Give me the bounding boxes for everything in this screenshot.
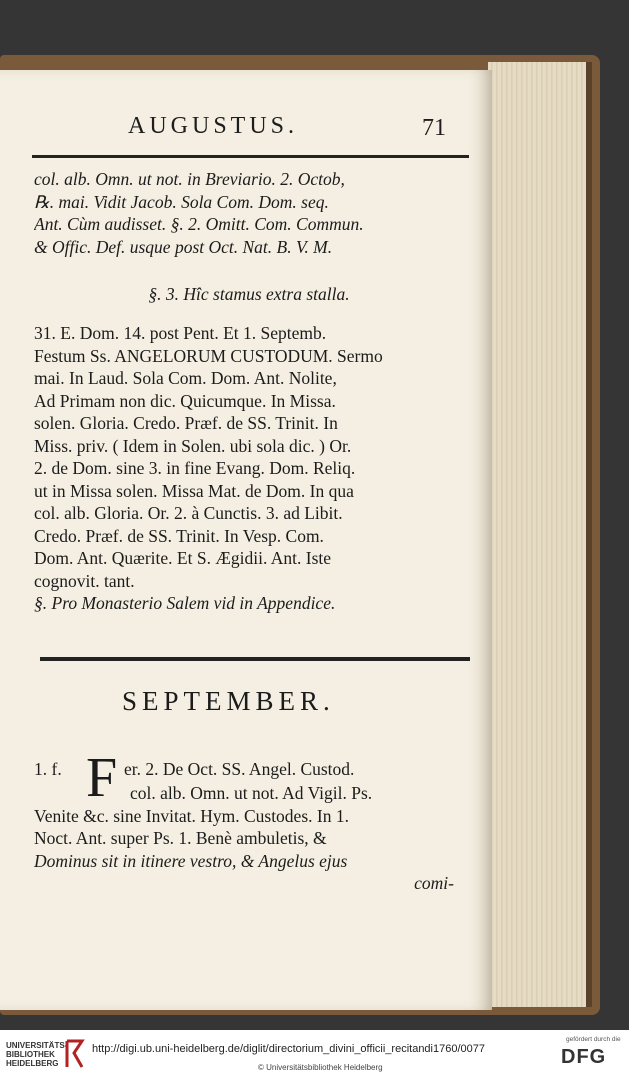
text-line: Dom. Ant. Quærite. Et S. Ægidii. Ant. Iste xyxy=(34,548,332,568)
text-line: Dominus sit in itinere vestro, & Angelus ejus xyxy=(34,850,348,871)
text-line: col. alb. Omn. ut not. Ad Vigil. Ps. xyxy=(130,783,373,803)
drop-cap: F xyxy=(86,747,118,809)
copyright: © Universitätsbibliothek Heidelberg xyxy=(258,1063,383,1072)
library-line: HEIDELBERG xyxy=(6,1059,59,1068)
text-line: 31. E. Dom. 14. post Pent. Et 1. Septemb. xyxy=(34,323,327,343)
day-label: 1. f. xyxy=(34,759,62,779)
text-line: Credo. Præf. de SS. Trinit. In Vesp. Com. xyxy=(34,525,324,546)
running-head: AUGUSTUS. xyxy=(128,113,299,139)
text-line xyxy=(34,758,484,781)
first-line-text: er. 2. De Oct. SS. Angel. Custod. xyxy=(124,759,355,779)
section-line xyxy=(34,283,464,306)
library-line: UNIVERSITÄTS- xyxy=(6,1041,68,1050)
footer-bar xyxy=(0,1030,629,1079)
text-line: Festum Ss. ANGELORUM CUSTODUM. Sermo xyxy=(34,345,383,366)
dfg-logo: DFG xyxy=(561,1046,607,1068)
funded-by: gefördert durch die xyxy=(566,1036,621,1043)
page-edges xyxy=(488,62,592,1007)
text-block-1 xyxy=(34,168,484,258)
section-rule xyxy=(40,657,470,661)
text-line: cognovit. tant. xyxy=(34,570,135,591)
text-line: §. 3. Hîc stamus extra stalla. xyxy=(148,284,350,304)
month-heading: SEPTEMBER. xyxy=(122,686,335,716)
text-line: Venite &c. sine Invitat. Hym. Custodes. In 1. xyxy=(34,805,349,826)
text-line: mai. In Laud. Sola Com. Dom. Ant. Nolite, xyxy=(34,368,337,388)
text-line: col. alb. Gloria. Or. 2. à Cunctis. 3. ad Libit. xyxy=(34,503,343,523)
text-line: & Offic. Def. usque post Oct. Nat. B. V. M. xyxy=(34,236,333,257)
text-block-2 xyxy=(34,322,484,615)
text-block-3-first xyxy=(34,758,484,781)
source-url[interactable]: http://digi.ub.uni-heidelberg.de/diglit/directorium_divini_officii_recitandi1760/0077 xyxy=(92,1043,485,1055)
text-line: solen. Gloria. Credo. Præf. de SS. Trinit. In xyxy=(34,413,338,433)
text-line: Noct. Ant. super Ps. 1. Benè ambuletis, & xyxy=(34,828,327,848)
text-line: Miss. priv. ( Idem in Solen. ubi sola dic. ) Or. xyxy=(34,435,352,456)
library-logo-text xyxy=(6,1041,67,1068)
library-logo-icon xyxy=(64,1039,86,1069)
header-rule xyxy=(32,155,469,158)
text-line: §. Pro Monasterio Salem vid in Appendice. xyxy=(34,593,336,613)
text-line: Ad Primam non dic. Quicumque. In Missa. xyxy=(34,390,336,411)
text-line: ut in Missa solen. Missa Mat. de Dom. In qua xyxy=(34,480,354,501)
text-line: col. alb. Omn. ut not. in Breviario. 2. Octob, xyxy=(34,169,345,189)
page-number: 71 xyxy=(422,115,446,141)
text-line: ℞. mai. Vidit Jacob. Sola Com. Dom. seq. xyxy=(34,191,329,212)
text-line: 2. de Dom. sine 3. in fine Evang. Dom. Reliq. xyxy=(34,458,356,478)
text-line: Ant. Cùm audisset. §. 2. Omitt. Com. Commun. xyxy=(34,214,364,234)
text-block-3 xyxy=(34,782,484,895)
library-line: BIBLIOTHEK xyxy=(6,1050,55,1059)
catchword: comi- xyxy=(414,873,454,893)
